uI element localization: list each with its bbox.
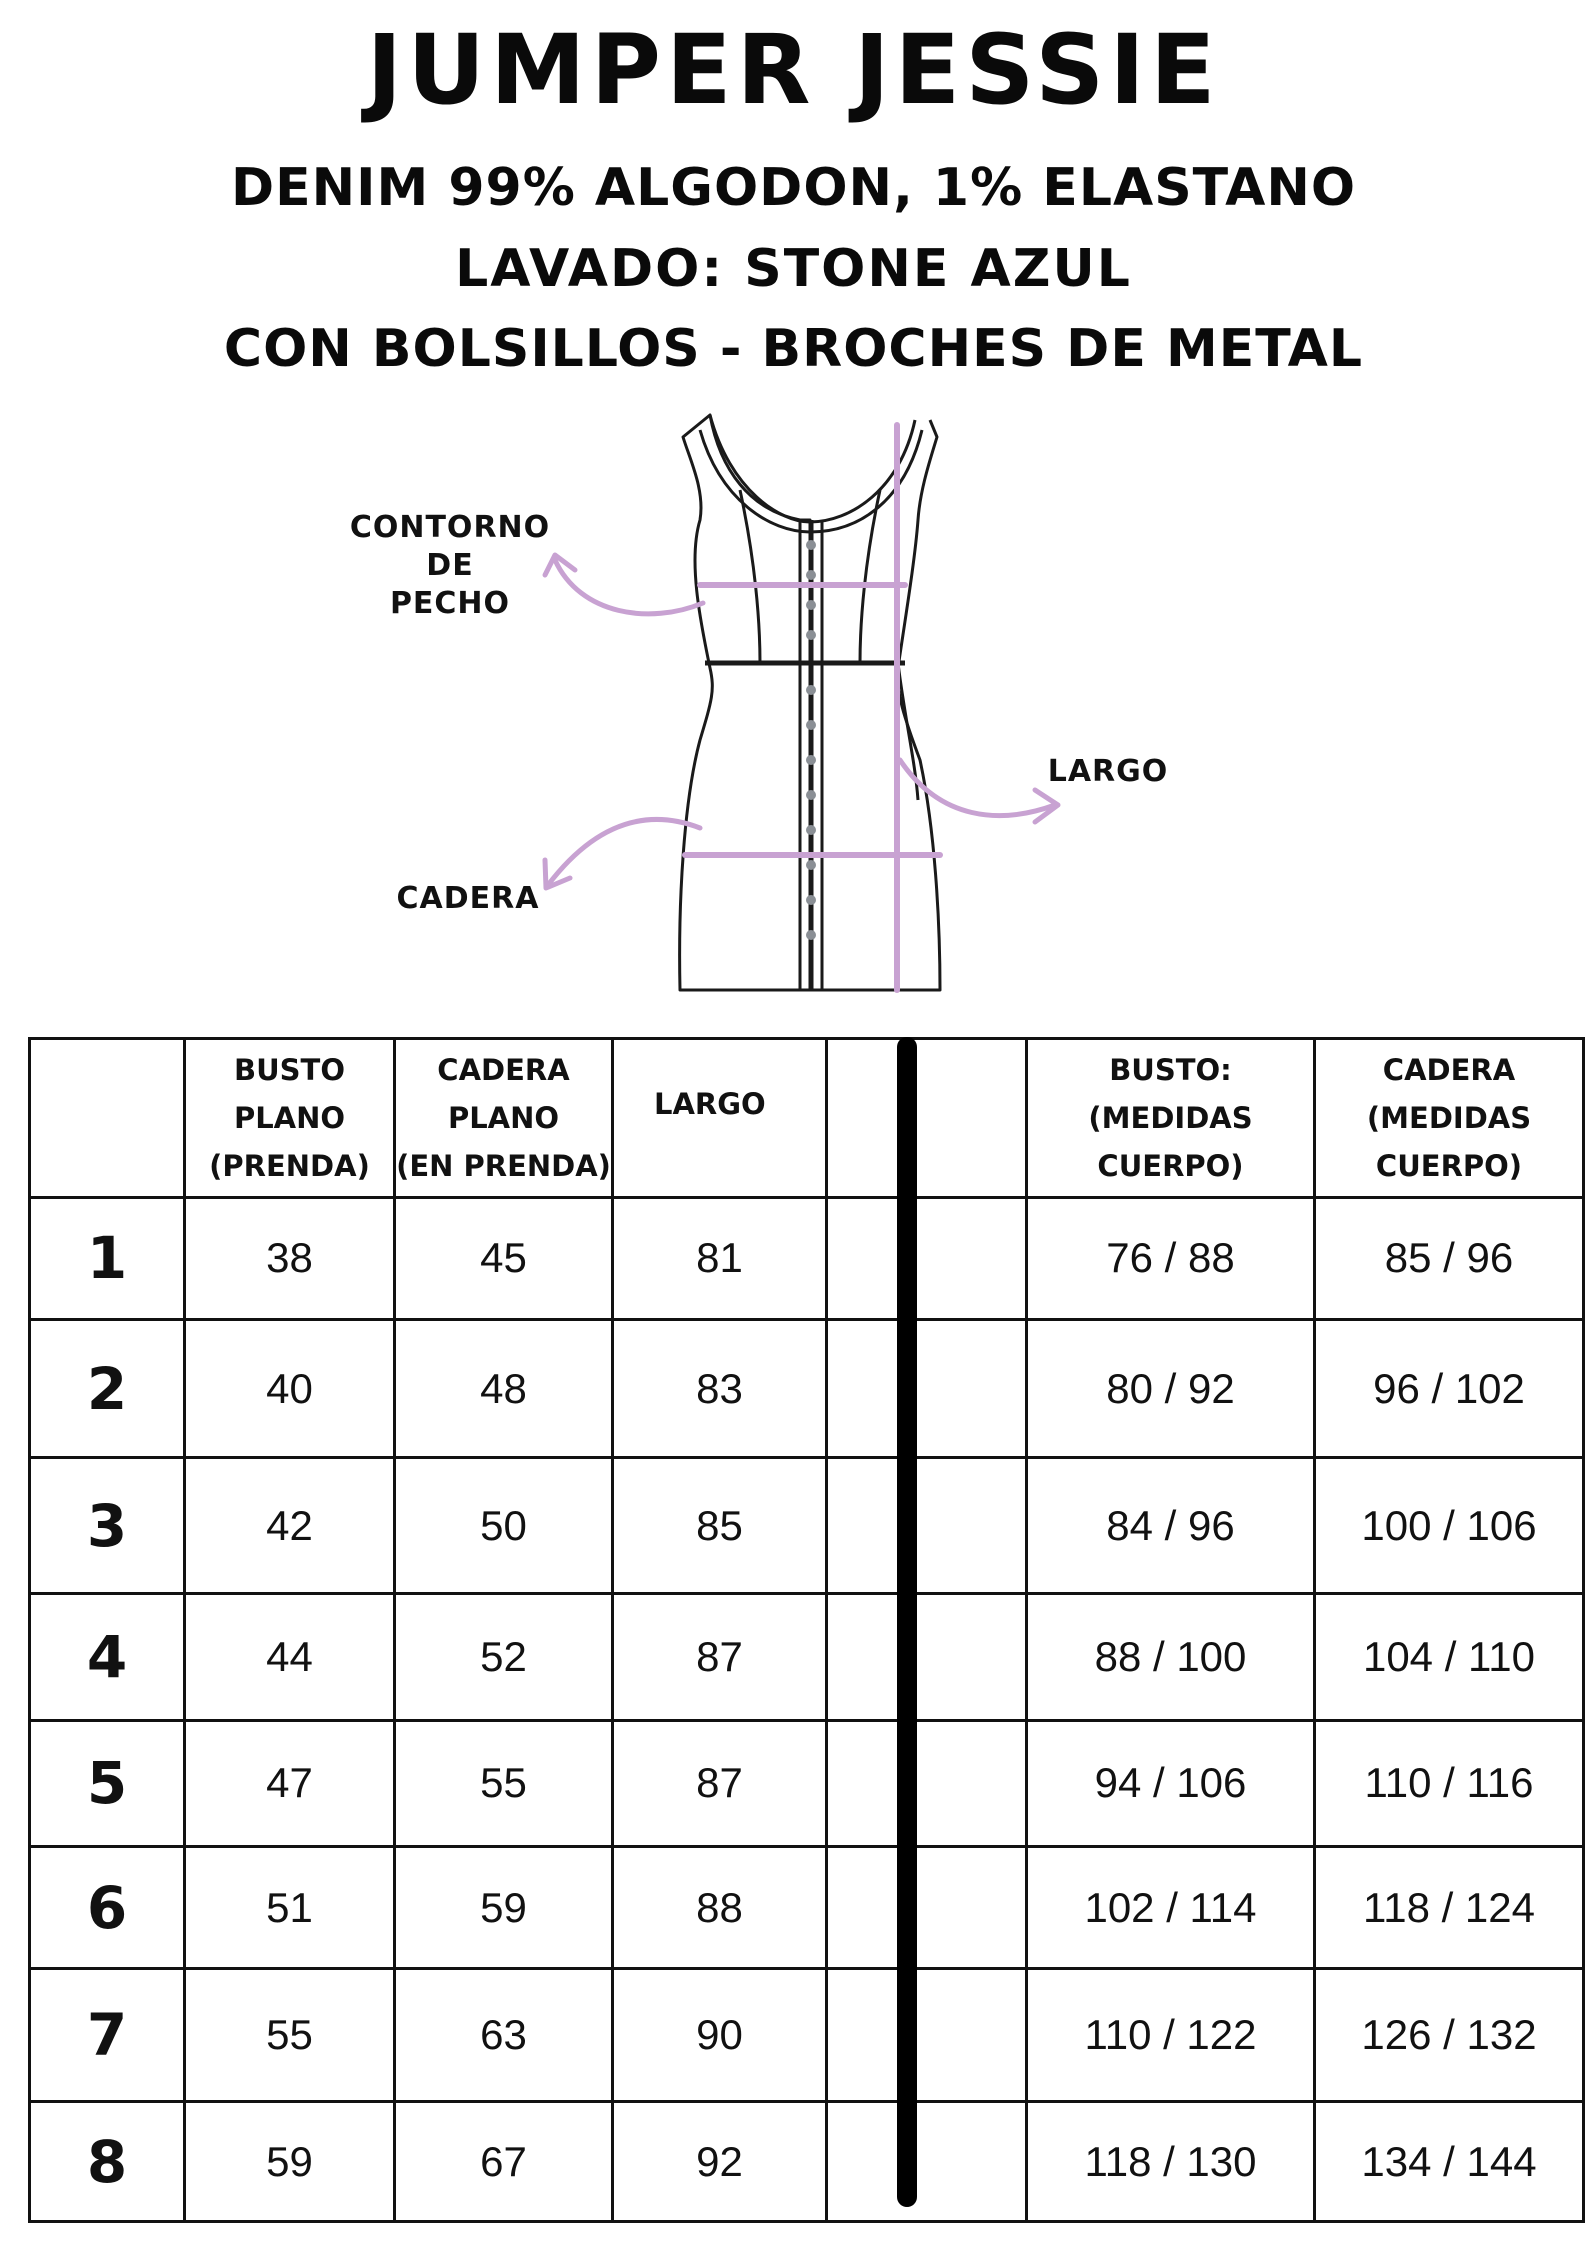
size-chart-table [28, 1037, 1585, 2223]
hip-arrow [548, 819, 700, 885]
bust-body-cell: 84 / 96 [1027, 1458, 1315, 1594]
header-hip-body: CADERA (MEDIDAS CUERPO) [1315, 1039, 1584, 1198]
hip-flat-cell: 50 [395, 1458, 613, 1594]
size-cell: 1 [30, 1197, 185, 1319]
bust-body-cell: 76 / 88 [1027, 1197, 1315, 1319]
spacer-cell [827, 1969, 1027, 2102]
hip-body-cell: 110 / 116 [1315, 1721, 1584, 1847]
fabric-composition: DENIM 99% ALGODON, 1% ELASTANO [230, 158, 1357, 218]
spacer-cell [827, 1594, 1027, 1721]
bust-flat-cell: 44 [185, 1594, 395, 1721]
table-row [30, 1458, 1584, 1594]
features-description: CON BOLSILLOS - BROCHES DE METAL [223, 319, 1364, 379]
spacer-cell [827, 2102, 1027, 2222]
table-row [30, 2102, 1584, 2222]
bust-flat-cell: 42 [185, 1458, 395, 1594]
column-divider-bar [897, 1037, 917, 2207]
bust-flat-cell: 51 [185, 1846, 395, 1969]
bust-body-cell: 118 / 130 [1027, 2102, 1315, 2222]
size-cell: 5 [30, 1721, 185, 1847]
hip-flat-cell: 63 [395, 1969, 613, 2102]
hip-flat-cell: 48 [395, 1319, 613, 1458]
header-length: LARGO [613, 1039, 827, 1198]
size-cell: 6 [30, 1846, 185, 1969]
size-cell: 8 [30, 2102, 185, 2222]
hip-body-cell: 85 / 96 [1315, 1197, 1584, 1319]
hip-body-cell: 104 / 110 [1315, 1594, 1584, 1721]
bust-flat-cell: 40 [185, 1319, 395, 1458]
bust-body-cell: 94 / 106 [1027, 1721, 1315, 1847]
bust-body-cell: 102 / 114 [1027, 1846, 1315, 1969]
hip-flat-cell: 52 [395, 1594, 613, 1721]
garment-diagram [0, 0, 1587, 1010]
length-cell: 81 [613, 1197, 827, 1319]
length-cell: 85 [613, 1458, 827, 1594]
length-cell: 92 [613, 2102, 827, 2222]
size-cell: 3 [30, 1458, 185, 1594]
table-row [30, 1969, 1584, 2102]
length-cell: 83 [613, 1319, 827, 1458]
product-title: JUMPER JESSIE [366, 14, 1221, 126]
spacer-cell [827, 1458, 1027, 1594]
hip-flat-cell: 45 [395, 1197, 613, 1319]
header-bust-flat: BUSTO PLANO (PRENDA) [185, 1039, 395, 1198]
table-row [30, 1319, 1584, 1458]
header-size [30, 1039, 185, 1198]
bust-flat-cell: 38 [185, 1197, 395, 1319]
header-hip-flat: CADERA PLANO (EN PRENDA) [395, 1039, 613, 1198]
bust-flat-cell: 59 [185, 2102, 395, 2222]
length-cell: 87 [613, 1594, 827, 1721]
header-spacer [827, 1039, 1027, 1198]
hip-body-cell: 134 / 144 [1315, 2102, 1584, 2222]
length-cell: 87 [613, 1721, 827, 1847]
spacer-cell [827, 1721, 1027, 1847]
hip-body-cell: 118 / 124 [1315, 1846, 1584, 1969]
hip-label: CADERA [396, 881, 540, 916]
size-cell: 4 [30, 1594, 185, 1721]
length-cell: 90 [613, 1969, 827, 2102]
table-row [30, 1721, 1584, 1847]
size-cell: 7 [30, 1969, 185, 2102]
table-row [30, 1846, 1584, 1969]
length-label: LARGO [1047, 754, 1169, 789]
length-cell: 88 [613, 1846, 827, 1969]
hip-flat-cell: 67 [395, 2102, 613, 2222]
size-cell: 2 [30, 1319, 185, 1458]
hip-flat-cell: 59 [395, 1846, 613, 1969]
bust-body-cell: 88 / 100 [1027, 1594, 1315, 1721]
hip-body-cell: 96 / 102 [1315, 1319, 1584, 1458]
bust-arrow [555, 560, 703, 614]
bust-flat-cell: 47 [185, 1721, 395, 1847]
table-row [30, 1594, 1584, 1721]
bust-label: CONTORNO DE PECHO [349, 510, 551, 621]
spacer-cell [827, 1197, 1027, 1319]
header-bust-body: BUSTO: (MEDIDAS CUERPO) [1027, 1039, 1315, 1198]
bust-body-cell: 110 / 122 [1027, 1969, 1315, 2102]
wash-description: LAVADO: STONE AZUL [455, 239, 1132, 299]
table-header-row [30, 1039, 1584, 1198]
bust-body-cell: 80 / 92 [1027, 1319, 1315, 1458]
bust-flat-cell: 55 [185, 1969, 395, 2102]
spacer-cell [827, 1846, 1027, 1969]
spacer-cell [827, 1319, 1027, 1458]
hip-body-cell: 100 / 106 [1315, 1458, 1584, 1594]
hip-flat-cell: 55 [395, 1721, 613, 1847]
table-row [30, 1197, 1584, 1319]
hip-body-cell: 126 / 132 [1315, 1969, 1584, 2102]
